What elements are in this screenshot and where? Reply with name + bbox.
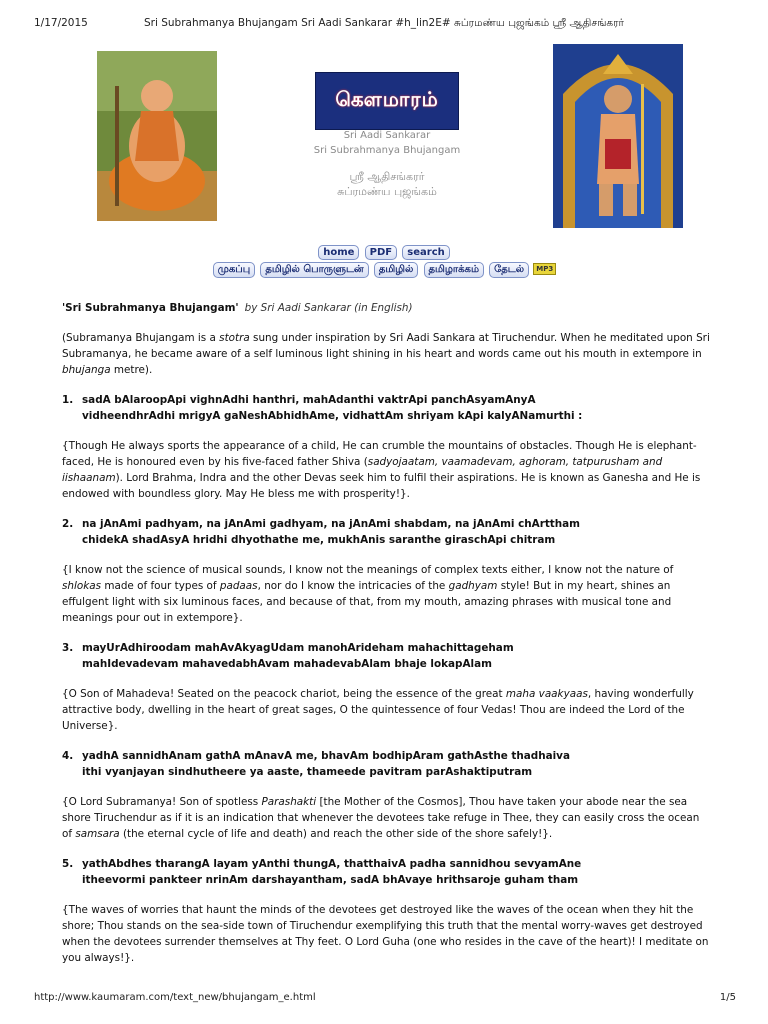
verse-line: yadhA sannidhAnam gathA mAnavA me, bhavAm bodhipAram gathAsthe thadhaiva bbox=[82, 750, 570, 762]
verse-3 bbox=[62, 640, 712, 672]
adi-sankara-image bbox=[97, 51, 217, 221]
document-title bbox=[62, 300, 712, 316]
tamil-home-button[interactable]: முகப்பு bbox=[213, 262, 255, 278]
translation-text: ). Lord Brahma, Indra and the other Devas seek him to fulfil their aspirations. He is known as Ganesha and He is endowed with boundless glory. May He bless me with prosperity!}. bbox=[62, 472, 701, 500]
translation-italic: padaas bbox=[219, 580, 258, 592]
translation-italic: samsara bbox=[75, 828, 120, 840]
intro-text: sung under inspiration by Sri Aadi Sankara at Tiruchendur. When he meditated upon Sri Subramanya, he became aware of a self luminous light shining in his heart and words came out his mouth in extempore in bbox=[62, 332, 710, 360]
tamil-search-button[interactable]: தேடல் bbox=[489, 262, 529, 278]
verse-number: 3. bbox=[62, 642, 74, 654]
tamil-button[interactable]: தமிழில் bbox=[374, 262, 419, 278]
translation-italic: maha vaakyaas bbox=[505, 688, 588, 700]
verse-number: 1. bbox=[62, 394, 74, 406]
verse-line: mayUrAdhiroodam mahAvAkyagUdam manohArideham mahachittageham bbox=[82, 642, 514, 654]
translation-1 bbox=[62, 438, 712, 502]
intro-text: (Subramanya Bhujangam is a bbox=[62, 332, 220, 344]
verse-line: vidheendhrAdhi mrigyA gaNeshAbhidhAme, vidhattAm shriyam kApi kalyANamurthi : bbox=[82, 410, 583, 422]
translation-text: {I know not the science of musical sounds, I know not the meanings of complex texts either, I know not the nature of bbox=[62, 564, 674, 576]
verse-line: yathAbdhes tharangA layam yAnthi thungA, thatthaivA padha sannidhou sevyamAne bbox=[82, 858, 582, 870]
translation-text: [the Mother of the Cosmos], Thou have taken your abode near the sea shore Tiruchendur as if it is an indication that whenever the devotees take refuge in Thee, they can easily cross the ocean of bbox=[62, 796, 700, 840]
translation-italic: gadhyam bbox=[448, 580, 498, 592]
translation-text: , nor do I know the intricacies of the bbox=[257, 580, 449, 592]
caption-tamil-1: ஸ்ரீ ஆதிசங்கரர் bbox=[349, 170, 425, 183]
intro-italic: bhujanga bbox=[62, 364, 111, 376]
translation-text: style! But in my heart, shines an effulgent light with six luminous faces, and because of that, from my mouth, amazing phrases with musical tone and meanings pour out in extempore}. bbox=[62, 580, 672, 624]
caption-english-1: Sri Aadi Sankarar bbox=[343, 130, 431, 141]
tamil-translation-button[interactable]: தமிழாக்கம் bbox=[424, 262, 484, 278]
tamil-meaning-button[interactable]: தமிழில் பொருளுடன் bbox=[260, 262, 368, 278]
translation-2 bbox=[62, 562, 712, 626]
verse-5 bbox=[62, 856, 712, 888]
translation-text: {O Son of Mahadeva! Seated on the peacock chariot, being the essence of the great bbox=[62, 688, 506, 700]
translation-text: {The waves of worries that haunt the minds of the devotees get destroyed like the waves of the ocean when they hit the shore; Thou stands on the sea-side town of Tiruchendur exemplifying this truth that the mental worry-waves get destroyed when the devotees surrender themselves at Thy feet. O Lord Guha (one who resides in the cave of the heart)! I meditate on you always!}. bbox=[62, 904, 709, 964]
translation-italic: shlokas bbox=[62, 580, 102, 592]
intro-text: metre). bbox=[110, 364, 153, 376]
print-title: Sri Subrahmanya Bhujangam Sri Aadi Sankarar #h_lin2E# சுப்ரமண்ய புஜங்கம் ஸ்ரீ ஆதிசங்கரர் bbox=[143, 17, 625, 29]
verse-4 bbox=[62, 748, 712, 780]
translation-text: made of four types of bbox=[101, 580, 220, 592]
translation-italic: Parashakti bbox=[261, 796, 317, 808]
verse-line: chidekA shadAsyA hridhi dhyothathe me, mukhAnis saranthe giraschApi chitram bbox=[82, 534, 556, 546]
translation-text: {O Lord Subramanya! Son of spotless bbox=[62, 796, 262, 808]
title-text: 'Sri Subrahmanya Bhujangam' bbox=[62, 302, 239, 314]
verse-line: sadA bAlaroopApi vighnAdhi hanthri, mahAdanthi vaktrApi panchAsyamAnyA bbox=[82, 394, 536, 406]
translation-text: , having wonderfully attractive body, dwelling in the heart of great sages, O the quintessence of four Vedas! Thou are indeed the Lord of the Universe}. bbox=[62, 688, 694, 732]
pdf-button[interactable]: PDF bbox=[365, 245, 397, 260]
print-date: 1/17/2015 bbox=[34, 17, 88, 29]
footer-url[interactable]: http://www.kaumaram.com/text_new/bhujangam_e.html bbox=[34, 992, 316, 1003]
verse-2 bbox=[62, 516, 712, 548]
verse-line: mahIdevadevam mahavedabhAvam mahadevabAlam bhaje lokapAlam bbox=[82, 658, 492, 670]
kaumaram-logo[interactable] bbox=[315, 72, 459, 130]
verse-number: 5. bbox=[62, 858, 74, 870]
intro-paragraph bbox=[62, 330, 712, 378]
caption-english-2: Sri Subrahmanya Bhujangam bbox=[313, 145, 461, 156]
verse-line: itheevormi pankteer nrinAm darshayantham, sadA bhAvaye hrithsaroje guham tham bbox=[82, 874, 579, 886]
nav-row-tamil bbox=[0, 262, 768, 278]
translation-3 bbox=[62, 686, 712, 734]
author-text: by Sri Aadi Sankarar (in English) bbox=[244, 302, 413, 314]
verse-number: 2. bbox=[62, 518, 74, 530]
verse-1 bbox=[62, 392, 712, 424]
translation-5 bbox=[62, 902, 712, 966]
verse-line: na jAnAmi padhyam, na jAnAmi gadhyam, na jAnAmi shabdam, na jAnAmi chArttham bbox=[82, 518, 580, 530]
translation-text: {Though He always sports the appearance of a child, He can crumble the mountains of obstacles. Though He is elephant-faced, He is honoured even by his five-faced father Shiva ( bbox=[62, 440, 697, 468]
caption-tamil-2: சுப்ரமண்ய புஜங்கம் bbox=[337, 185, 437, 198]
document-body bbox=[62, 300, 712, 980]
mp3-icon[interactable]: MP3 bbox=[533, 263, 556, 275]
nav-row-english bbox=[0, 245, 768, 260]
page-number: 1/5 bbox=[719, 992, 736, 1003]
home-button[interactable]: home bbox=[318, 245, 359, 260]
search-button[interactable]: search bbox=[402, 245, 449, 260]
logo-text: கௌமாரம் bbox=[335, 87, 439, 111]
murugan-image bbox=[553, 44, 683, 228]
verse-number: 4. bbox=[62, 750, 74, 762]
translation-italic: sadyojaatam, vaamadevam, aghoram, tatpurusham and iishaanam bbox=[62, 456, 663, 484]
translation-text: (the eternal cycle of life and death) and reach the other side of the shore safely!}. bbox=[119, 828, 553, 840]
translation-4 bbox=[62, 794, 712, 842]
intro-italic: stotra bbox=[219, 332, 250, 344]
verse-line: ithi vyanjayan sindhutheere ya aaste, thameede pavitram parAshaktiputram bbox=[82, 766, 533, 778]
